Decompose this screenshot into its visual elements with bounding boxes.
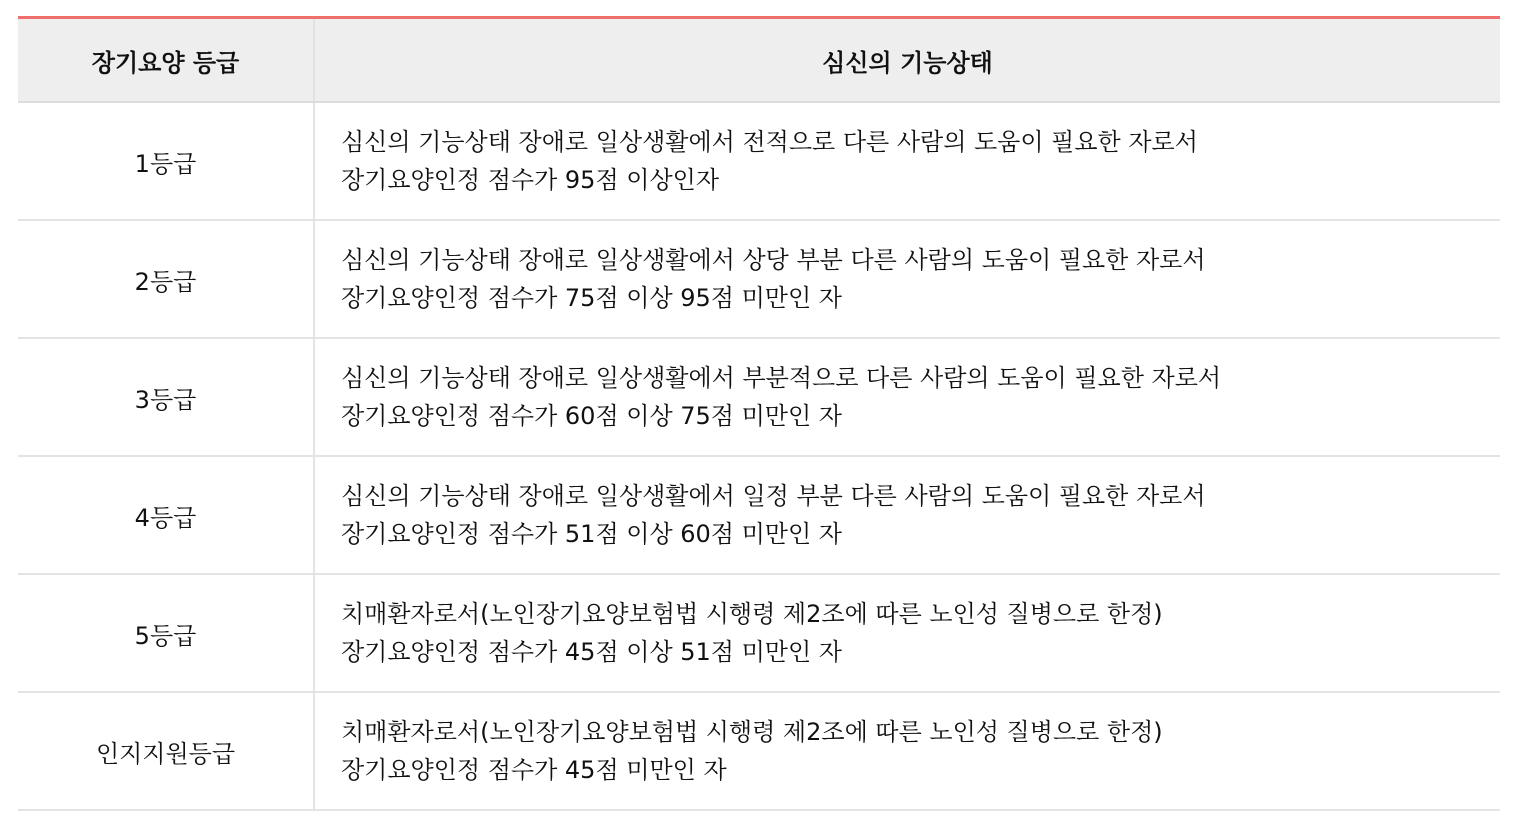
description-line: 심신의 기능상태 장애로 일상생활에서 전적으로 다른 사람의 도움이 필요한 자로서 [341, 128, 1198, 156]
description-cell [314, 338, 1500, 456]
description-cell [314, 220, 1500, 338]
description-line: 치매환자로서(노인장기요양보험법 시행령 제2조에 따른 노인성 질병으로 한정) [341, 718, 1163, 746]
description-line: 장기요양인정 점수가 60점 이상 75점 미만인 자 [341, 402, 842, 430]
header-function-status: 심신의 기능상태 [314, 18, 1500, 103]
table-row [18, 102, 1500, 220]
table-header-row [18, 18, 1500, 103]
grade-cell: 3등급 [18, 338, 314, 456]
header-grade: 장기요양 등급 [18, 18, 314, 103]
description-line: 심신의 기능상태 장애로 일상생활에서 일정 부분 다른 사람의 도움이 필요한 자로서 [341, 482, 1206, 510]
long-term-care-grade-table [18, 16, 1500, 811]
grade-cell: 인지지원등급 [18, 692, 314, 810]
table-row [18, 456, 1500, 574]
description-line: 장기요양인정 점수가 95점 이상인자 [341, 166, 720, 194]
grade-cell: 2등급 [18, 220, 314, 338]
description-line: 장기요양인정 점수가 51점 이상 60점 미만인 자 [341, 520, 842, 548]
description-cell [314, 102, 1500, 220]
description-line: 장기요양인정 점수가 75점 이상 95점 미만인 자 [341, 284, 842, 312]
table-row [18, 574, 1500, 692]
description-line: 심신의 기능상태 장애로 일상생활에서 상당 부분 다른 사람의 도움이 필요한 자로서 [341, 246, 1206, 274]
description-line: 심신의 기능상태 장애로 일상생활에서 부분적으로 다른 사람의 도움이 필요한 자로서 [341, 364, 1222, 392]
description-cell [314, 574, 1500, 692]
table-row [18, 692, 1500, 810]
grade-cell: 4등급 [18, 456, 314, 574]
grade-cell: 5등급 [18, 574, 314, 692]
table-row [18, 338, 1500, 456]
grade-table-container [18, 16, 1500, 811]
description-line: 치매환자로서(노인장기요양보험법 시행령 제2조에 따른 노인성 질병으로 한정) [341, 600, 1163, 628]
table-row [18, 220, 1500, 338]
description-cell [314, 456, 1500, 574]
description-cell [314, 692, 1500, 810]
grade-cell: 1등급 [18, 102, 314, 220]
description-line: 장기요양인정 점수가 45점 미만인 자 [341, 756, 727, 784]
description-line: 장기요양인정 점수가 45점 이상 51점 미만인 자 [341, 638, 842, 666]
